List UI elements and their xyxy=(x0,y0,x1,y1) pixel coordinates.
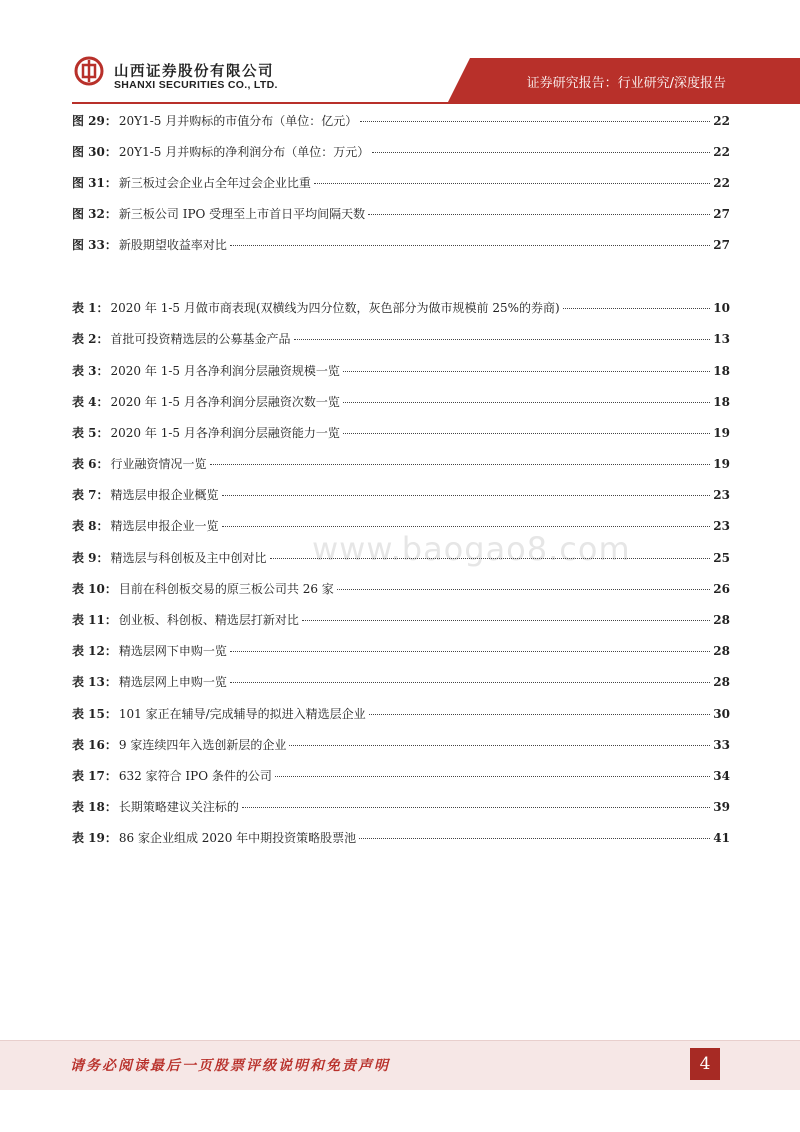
company-name-en: SHANXI SECURITIES CO., LTD. xyxy=(114,79,278,91)
toc-entry-title: 2020 年 1-5 月做市商表现(双横线为四分位数，灰色部分为做市规模前 25%的券商) xyxy=(110,301,560,315)
toc-entry-table[interactable] xyxy=(72,455,730,475)
toc-entry-page: 22 xyxy=(713,145,730,159)
toc-entry-title: 精选层申报企业概览 xyxy=(110,488,219,502)
toc-entry-table[interactable] xyxy=(72,393,730,413)
toc-entry-title: 行业融资情况一览 xyxy=(110,457,207,471)
toc-entry-label: 表 16： xyxy=(72,738,117,752)
toc-entry-page: 34 xyxy=(713,769,730,783)
toc-dot-leader xyxy=(563,308,711,309)
toc-entry-page: 18 xyxy=(713,364,730,378)
toc-entry-title: 精选层申报企业一览 xyxy=(110,519,219,533)
toc-entry-figure[interactable] xyxy=(72,205,730,225)
toc-entry-page: 22 xyxy=(713,176,730,190)
toc-dot-leader xyxy=(294,339,711,340)
toc-entry-table[interactable] xyxy=(72,611,730,631)
toc-entry-label: 表 8： xyxy=(72,519,109,533)
toc-dot-leader xyxy=(222,495,711,496)
toc-entry-label: 表 9： xyxy=(72,551,109,565)
toc-entry-table[interactable] xyxy=(72,798,730,818)
toc-entry-table[interactable] xyxy=(72,362,730,382)
toc-entry-figure[interactable] xyxy=(72,174,730,194)
toc-entry-label: 表 7： xyxy=(72,488,109,502)
toc-entry-title: 新三板过会企业占全年过会企业比重 xyxy=(118,176,311,190)
toc-dot-leader xyxy=(270,558,711,559)
toc-entry-page: 41 xyxy=(713,831,730,845)
toc-entry-page: 18 xyxy=(713,395,730,409)
toc-entry-label: 表 19： xyxy=(72,831,117,845)
page-header xyxy=(0,0,800,110)
toc-entry-table[interactable] xyxy=(72,705,730,725)
toc-entry-table[interactable] xyxy=(72,549,730,569)
toc-entry-page: 19 xyxy=(713,457,730,471)
toc-entry-page: 25 xyxy=(713,551,730,565)
toc-entry-page: 28 xyxy=(713,644,730,658)
report-type-label: 证券研究报告：行业研究/深度报告 xyxy=(526,76,726,91)
toc-entry-title: 101 家正在辅导/完成辅导的拟进入精选层企业 xyxy=(118,707,366,721)
toc-entry-table[interactable] xyxy=(72,673,730,693)
toc-dot-leader xyxy=(369,714,711,715)
toc-entry-table[interactable] xyxy=(72,580,730,600)
toc-entry-page: 27 xyxy=(713,238,730,252)
toc-dot-leader xyxy=(343,371,710,372)
toc-entry-title: 首批可投资精选层的公募基金产品 xyxy=(110,332,291,346)
toc-entry-label: 图 29： xyxy=(72,114,117,128)
toc-entry-title: 9 家连续四年入选创新层的企业 xyxy=(118,738,287,752)
toc-entry-figure[interactable] xyxy=(72,143,730,163)
toc-dot-leader xyxy=(210,464,711,465)
toc-entry-title: 2020 年 1-5 月各净利润分层融资能力一览 xyxy=(110,426,340,440)
watermark: www.baogao8.com xyxy=(312,530,631,568)
toc-entry-label: 图 32： xyxy=(72,207,117,221)
header-banner xyxy=(0,0,800,110)
toc-entry-figure[interactable] xyxy=(72,236,730,256)
toc-entry-label: 表 4： xyxy=(72,395,109,409)
toc-entry-table[interactable] xyxy=(72,299,730,319)
toc-entry-figure[interactable] xyxy=(72,112,730,132)
toc-dot-leader xyxy=(368,214,710,215)
toc-entry-label: 表 2： xyxy=(72,332,109,346)
toc-dot-leader xyxy=(275,776,710,777)
toc-dot-leader xyxy=(242,807,710,808)
toc-entry-label: 表 11： xyxy=(72,613,117,627)
toc-dot-leader xyxy=(230,682,710,683)
toc-entry-table[interactable] xyxy=(72,642,730,662)
toc-dot-leader xyxy=(360,121,710,122)
company-name-cn: 山西证券股份有限公司 xyxy=(114,64,274,80)
toc-entry-page: 33 xyxy=(713,738,730,752)
toc-dot-leader xyxy=(337,589,711,590)
toc-dot-leader xyxy=(230,651,710,652)
toc-entry-label: 表 12： xyxy=(72,644,117,658)
toc-entry-page: 30 xyxy=(713,707,730,721)
toc-entry-title: 2020 年 1-5 月各净利润分层融资规模一览 xyxy=(110,364,340,378)
toc-dot-leader xyxy=(222,526,711,527)
toc-entry-page: 22 xyxy=(713,114,730,128)
toc-dot-leader xyxy=(343,433,710,434)
toc-entry-title: 精选层网上申购一览 xyxy=(118,675,227,689)
toc-entry-page: 10 xyxy=(713,301,730,315)
toc-entry-table[interactable] xyxy=(72,829,730,849)
toc-entry-label: 表 17： xyxy=(72,769,117,783)
toc-entry-page: 26 xyxy=(713,582,730,596)
company-logo-icon xyxy=(74,56,104,86)
page-number: 4 xyxy=(690,1048,720,1080)
toc-dot-leader xyxy=(289,745,710,746)
toc-entry-label: 表 15： xyxy=(72,707,117,721)
toc-entry-label: 表 5： xyxy=(72,426,109,440)
toc-entry-label: 图 30： xyxy=(72,145,117,159)
toc-entry-label: 表 6： xyxy=(72,457,109,471)
toc-entry-title: 632 家符合 IPO 条件的公司 xyxy=(118,769,272,783)
toc-entry-title: 目前在科创板交易的原三板公司共 26 家 xyxy=(118,582,334,596)
toc-entry-page: 28 xyxy=(713,675,730,689)
toc-entry-label: 图 33： xyxy=(72,238,117,252)
toc-entry-title: 长期策略建议关注标的 xyxy=(118,800,239,814)
toc-entry-page: 27 xyxy=(713,207,730,221)
toc-entry-table[interactable] xyxy=(72,736,730,756)
toc-entry-title: 精选层与科创板及主中创对比 xyxy=(110,551,267,565)
toc-entry-page: 39 xyxy=(713,800,730,814)
toc-dot-leader xyxy=(359,838,710,839)
toc-entry-label: 表 13： xyxy=(72,675,117,689)
toc-dot-leader xyxy=(372,152,710,153)
toc-entry-label: 表 10： xyxy=(72,582,117,596)
toc-entry-label: 表 18： xyxy=(72,800,117,814)
toc-entry-table[interactable] xyxy=(72,517,730,537)
toc-entry-page: 28 xyxy=(713,613,730,627)
toc-entry-title: 创业板、科创板、精选层打新对比 xyxy=(118,613,299,627)
toc-entry-page: 19 xyxy=(713,426,730,440)
toc-dot-leader xyxy=(230,245,710,246)
toc-dot-leader xyxy=(314,183,710,184)
toc-entry-table[interactable] xyxy=(72,486,730,506)
toc-dot-leader xyxy=(302,620,710,621)
toc-entry-title: 新三板公司 IPO 受理至上市首日平均间隔天数 xyxy=(118,207,366,221)
toc-entry-page: 13 xyxy=(713,332,730,346)
toc-entry-table[interactable] xyxy=(72,767,730,787)
toc-entry-label: 表 1： xyxy=(72,301,109,315)
toc-entry-title: 86 家企业组成 2020 年中期投资策略股票池 xyxy=(118,831,357,845)
toc-entry-label: 表 3： xyxy=(72,364,109,378)
footer-disclaimer: 请务必阅读最后一页股票评级说明和免责声明 xyxy=(70,1058,390,1074)
toc-dot-leader xyxy=(343,402,710,403)
toc-entry-title: 新股期望收益率对比 xyxy=(118,238,227,252)
toc-entry-page: 23 xyxy=(713,519,730,533)
toc-entry-page: 23 xyxy=(713,488,730,502)
toc-entry-label: 图 31： xyxy=(72,176,117,190)
toc-entry-table[interactable] xyxy=(72,424,730,444)
toc-entry-title: 2020 年 1-5 月各净利润分层融资次数一览 xyxy=(110,395,340,409)
toc-entry-title: 20Y1-5 月并购标的净利润分布（单位：万元） xyxy=(118,145,370,159)
toc-entry-table[interactable] xyxy=(72,330,730,350)
toc-entry-title: 20Y1-5 月并购标的市值分布（单位：亿元） xyxy=(118,114,358,128)
toc-entry-title: 精选层网下申购一览 xyxy=(118,644,227,658)
